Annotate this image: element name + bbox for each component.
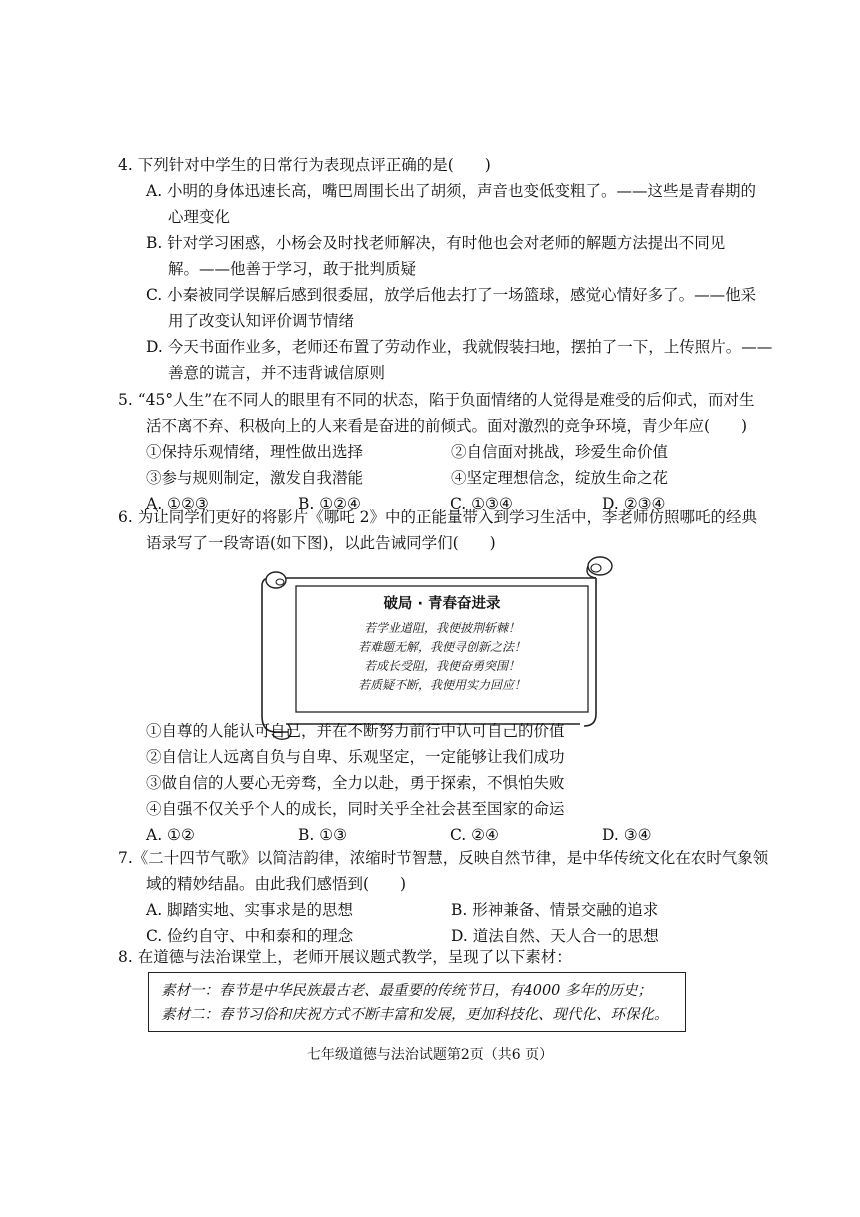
option-d: D. ③④ — [602, 826, 652, 844]
statement-4: ④坚定理想信念，绽放生命之花 — [451, 469, 669, 487]
answer-options — [118, 897, 738, 923]
question-stem: 7.《二十四节气歌》以简洁韵律，浓缩时节智慧，反映自然节律，是中华传统文化在农时气象领 — [118, 849, 769, 867]
poem-line: 若质疑不断，我便用实力回应！ — [357, 678, 526, 692]
statement-4: ④自强不仅关乎个人的成长，同时关乎全社会甚至国家的命运 — [146, 800, 565, 818]
material-2: 素材二：春节习俗和庆祝方式不断丰富和发展，更加科技化、现代化、环保化。 — [161, 1007, 669, 1023]
option-c: C. 俭约自守、中和泰和的理念 — [146, 927, 354, 945]
question-6 — [118, 504, 758, 556]
option-a: A. 小明的身体迅速长高，嘴巴周围长出了胡须，声音也变低变粗了。——这些是青春期的 — [146, 182, 757, 200]
scroll-illustration — [258, 554, 618, 744]
option-a-cont: 心理变化 — [168, 208, 231, 226]
statement-1: ①保持乐观情绪，理性做出选择 — [146, 443, 364, 461]
option-c: C. 小秦被同学误解后感到很委屈，放学后他去打了一场篮球，感觉心情好多了。——他采 — [146, 286, 757, 304]
poem-line: 若成长受阻，我便奋勇突围！ — [363, 659, 520, 673]
material-1: 素材一：春节是中华民族最古老、最重要的传统节日，有4000 多年的历史； — [161, 983, 653, 999]
question-5 — [118, 387, 755, 517]
option-b: B. ①②④ — [298, 495, 361, 513]
statement-row — [118, 439, 738, 465]
option-c: C. ②④ — [450, 826, 499, 844]
question-stem: 6. 为让同学们更好的将影片《哪吒 2》中的正能量带入到学习生活中，李老师仿照哪吒的经典 — [118, 508, 758, 526]
question-stem: 8. 在道德与法治课堂上，老师开展议题式教学，呈现了以下素材： — [118, 948, 572, 966]
question-6-statements — [118, 718, 738, 848]
option-b-cont: 解。——他善于学习，敢于批判质疑 — [168, 260, 417, 278]
statement-row — [118, 465, 738, 491]
option-d: D. 道法自然、天人合一的思想 — [451, 927, 659, 945]
question-stem: 5. “45°人生”在不同人的眼里有不同的状态，陷于负面情绪的人觉得是难受的后仰式，而对生 — [118, 391, 755, 409]
option-b: B. ①③ — [298, 826, 348, 844]
statement-1: ①自尊的人能认可自己，并在不断努力前行中认可自己的价值 — [146, 722, 565, 740]
statement-3: ③做自信的人要心无旁骛，全力以赴，勇于探索，不惧怕失败 — [146, 774, 565, 792]
option-c: C. ①③④ — [450, 495, 513, 513]
statement-2: ②自信面对挑战，珍爱生命价值 — [451, 443, 669, 461]
poem-title: 破局 · 青春奋进录 — [383, 596, 501, 612]
question-stem-cont: 活不离不弃、积极向上的人来看是奋进的前倾式。面对激烈的竞争环境，青少年应( ) — [146, 417, 748, 435]
option-a: A. ①② — [146, 826, 195, 844]
poem-line: 若学业道阻，我便披荆斩棘！ — [363, 621, 520, 635]
poem-content — [298, 584, 586, 704]
statement-3: ③参与规则制定，激发自我潜能 — [146, 469, 364, 487]
poem-line: 若难题无解，我便寻创新之法！ — [357, 640, 526, 654]
option-d: D. 今天书面作业多，老师还布置了劳动作业，我就假装扫地，摆拍了一下，上传照片。—— — [146, 338, 773, 356]
material-box — [148, 972, 686, 1032]
option-b: B. 针对学习困惑，小杨会及时找老师解决，有时他也会对老师的解题方法提出不同见 — [146, 234, 726, 252]
question-stem-cont: 域的精妙结晶。由此我们感悟到( ) — [146, 875, 407, 893]
option-d: D. ②③④ — [602, 495, 666, 513]
option-a: A. 脚踏实地、实事求是的思想 — [146, 901, 354, 919]
option-a: A. ①②③ — [146, 495, 209, 513]
question-stem: 4. 下列针对中学生的日常行为表现点评正确的是( ) — [118, 156, 491, 174]
statement-2: ②自信让人远离自负与自卑、乐观坚定，一定能够让我们成功 — [146, 748, 565, 766]
page-footer: 七年级道德与法治试题第2页（共6 页） — [306, 1047, 554, 1063]
question-7 — [118, 845, 769, 949]
question-stem-cont: 语录写了一段寄语(如下图)，以此告诫同学们( ) — [146, 534, 496, 552]
option-b: B. 形神兼备、情景交融的追求 — [451, 901, 659, 919]
option-d-cont: 善意的谎言，并不违背诚信原则 — [168, 364, 386, 382]
question-8 — [118, 944, 738, 970]
question-4 — [118, 152, 773, 386]
option-c-cont: 用了改变认知评价调节情绪 — [168, 312, 355, 330]
